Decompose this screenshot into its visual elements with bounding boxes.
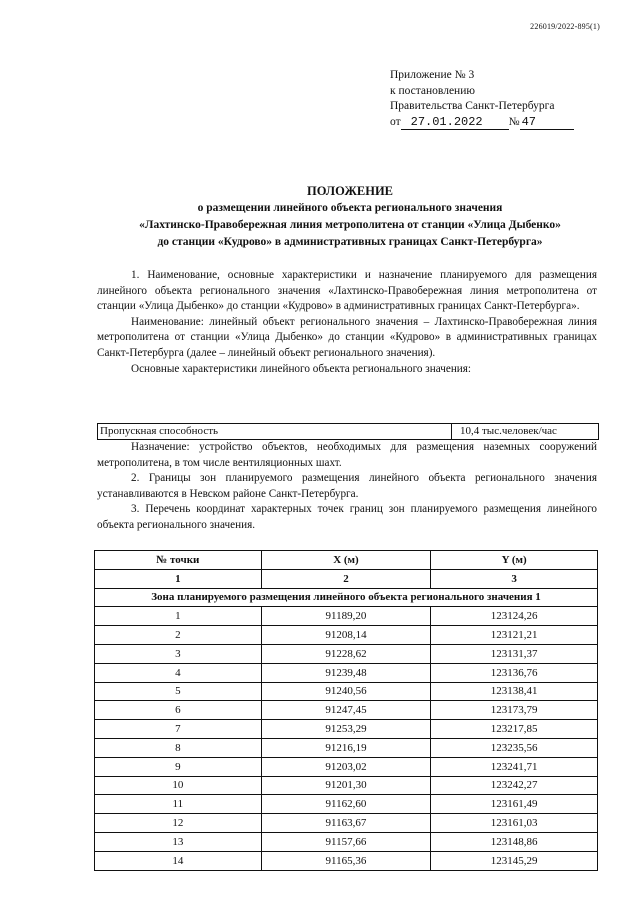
- y-cell: 123131,37: [431, 644, 598, 663]
- x-cell: 91208,14: [261, 626, 431, 645]
- point-no-cell: 13: [95, 832, 262, 851]
- title-line2: «Лахтинско-Правобережная линия метрополитена от станции «Улица Дыбенко»: [139, 219, 561, 231]
- y-cell: 123121,21: [431, 626, 598, 645]
- table-row: [95, 682, 598, 701]
- y-cell: 123217,85: [431, 720, 598, 739]
- date-prefix: от: [390, 115, 401, 128]
- x-cell: 91203,02: [261, 757, 431, 776]
- table-row: [95, 701, 598, 720]
- paragraph-5: 2. Границы зон планируемого размещения линейного объекта регионального значения устанавливаются в Невском районе Санкт-Петербурга.: [97, 472, 597, 500]
- paragraph-4: Назначение: устройство объектов, необходимых для размещения наземных сооружений метрополитена, в том числе вентиляционных шахт.: [97, 441, 597, 469]
- body-text: [97, 268, 597, 378]
- table-row: [95, 738, 598, 757]
- point-no-cell: 2: [95, 626, 262, 645]
- number-prefix: №: [508, 115, 520, 128]
- table-row: [95, 832, 598, 851]
- point-no-cell: 3: [95, 644, 262, 663]
- table-row: [95, 814, 598, 833]
- header-point-no: № точки: [95, 551, 262, 570]
- capacity-divider: [451, 424, 452, 439]
- x-cell: 91216,19: [261, 738, 431, 757]
- colnum-1: 1: [95, 569, 262, 588]
- x-cell: 91239,48: [261, 663, 431, 682]
- table-row: [95, 795, 598, 814]
- capacity-label: Пропускная способность: [100, 425, 219, 437]
- table-row: [95, 757, 598, 776]
- x-cell: 91247,45: [261, 701, 431, 720]
- document-title: [60, 183, 640, 251]
- table-row: [95, 776, 598, 795]
- y-cell: 123148,86: [431, 832, 598, 851]
- y-cell: 123138,41: [431, 682, 598, 701]
- y-cell: 123161,49: [431, 795, 598, 814]
- table-colnum-row: [95, 569, 598, 588]
- capacity-table: [97, 423, 599, 440]
- y-cell: 123161,03: [431, 814, 598, 833]
- appendix-date-line: [390, 115, 595, 131]
- point-no-cell: 4: [95, 663, 262, 682]
- point-no-cell: 8: [95, 738, 262, 757]
- table-row: [95, 644, 598, 663]
- decree-date: 27.01.2022: [401, 116, 509, 130]
- table-row: [95, 663, 598, 682]
- point-no-cell: 5: [95, 682, 262, 701]
- x-cell: 91157,66: [261, 832, 431, 851]
- coordinates-body: [95, 607, 598, 870]
- zone-label: Зона планируемого размещения линейного объекта регионального значения 1: [95, 588, 598, 607]
- header-y: Y (м): [431, 551, 598, 570]
- x-cell: 91162,60: [261, 795, 431, 814]
- table-row: [95, 626, 598, 645]
- x-cell: 91165,36: [261, 851, 431, 870]
- table-row: [95, 720, 598, 739]
- x-cell: 91201,30: [261, 776, 431, 795]
- paragraph-1: 1. Наименование, основные характеристики и назначение планируемого для размещения линейного объекта регионального значения «Лахтинско-Правобережная линия метрополитена от станции «Улица Дыбенко» до станции «Кудрово» в административных границах Санкт-Петербурга».: [97, 269, 597, 312]
- decree-number: 47: [520, 116, 574, 130]
- x-cell: 91240,56: [261, 682, 431, 701]
- point-no-cell: 7: [95, 720, 262, 739]
- table-row: [95, 851, 598, 870]
- x-cell: 91253,29: [261, 720, 431, 739]
- appendix-line1: Приложение № 3: [390, 69, 475, 81]
- capacity-value: 10,4 тыс.человек/час: [460, 425, 557, 437]
- y-cell: 123124,26: [431, 607, 598, 626]
- body-text-2: [97, 440, 597, 533]
- point-no-cell: 14: [95, 851, 262, 870]
- y-cell: 123235,56: [431, 738, 598, 757]
- paragraph-2: Наименование: линейный объект регионального значения – Лахтинско-Правобережная линия метрополитена от станции «Улица Дыбенко» до станции «Кудрово» в административных границах Санкт-Петербурга (далее – линейный объект регионального значения).: [97, 315, 597, 359]
- appendix-block: [390, 68, 595, 130]
- title-line1: о размещении линейного объекта регионального значения: [197, 202, 503, 214]
- colnum-3: 3: [431, 569, 598, 588]
- y-cell: 123136,76: [431, 663, 598, 682]
- title-line3: до станции «Кудрово» в административных границах Санкт-Петербурга»: [157, 236, 543, 248]
- paragraph-3: Основные характеристики линейного объекта регионального значения:: [131, 363, 472, 375]
- table-zone-row: [95, 588, 598, 607]
- document-id: 226019/2022-895(1): [530, 22, 600, 31]
- point-no-cell: 12: [95, 814, 262, 833]
- table-header-row: [95, 551, 598, 570]
- y-cell: 123242,27: [431, 776, 598, 795]
- point-no-cell: 6: [95, 701, 262, 720]
- header-x: X (м): [261, 551, 431, 570]
- table-row: [95, 607, 598, 626]
- point-no-cell: 1: [95, 607, 262, 626]
- point-no-cell: 10: [95, 776, 262, 795]
- appendix-line2: к постановлению: [390, 84, 475, 97]
- paragraph-6: 3. Перечень координат характерных точек границ зон планируемого размещения линейного объекта регионального значения.: [97, 503, 597, 531]
- colnum-2: 2: [261, 569, 431, 588]
- point-no-cell: 11: [95, 795, 262, 814]
- coordinates-table: [94, 550, 598, 871]
- y-cell: 123173,79: [431, 701, 598, 720]
- appendix-line3: Правительства Санкт-Петербурга: [390, 100, 555, 112]
- y-cell: 123145,29: [431, 851, 598, 870]
- y-cell: 123241,71: [431, 757, 598, 776]
- x-cell: 91189,20: [261, 607, 431, 626]
- title-heading: ПОЛОЖЕНИЕ: [306, 184, 394, 198]
- point-no-cell: 9: [95, 757, 262, 776]
- x-cell: 91228,62: [261, 644, 431, 663]
- x-cell: 91163,67: [261, 814, 431, 833]
